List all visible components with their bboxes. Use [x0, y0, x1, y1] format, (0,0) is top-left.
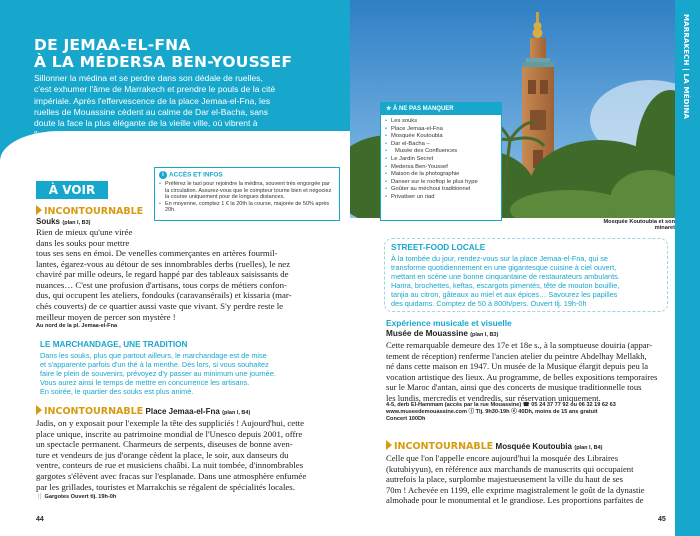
marchandage-title: LE MARCHANDAGE, UNE TRADITION — [40, 340, 188, 349]
list-item: • Les souks — [385, 118, 497, 126]
koutoubia-heading — [386, 440, 602, 454]
incontournable-badge: INCONTOURNABLE — [44, 406, 144, 417]
place-name: Musée de Mouassine — [386, 329, 468, 338]
star-icon: ★ — [386, 106, 394, 112]
photo-caption: Mosquée Koutoubia et son minaret — [603, 219, 675, 231]
list-item: • Le Jardin Secret — [385, 156, 497, 164]
street-food-box — [384, 238, 668, 312]
marchandage-text: Dans les souks, plus que partout ailleurs, le marchandage est de mise et s'apparente parfois d'un thé à la menthe. Dès lors, si vous souhaitez faire le plein de souvenirs, prévoyez d'y passer au minimum une journée. Vous aurez ainsi le temps de mettre en concurrence les artisans. En soirée, le quartier des souks est plus animé. — [40, 351, 276, 397]
list-item: • Maison de la photographie — [385, 171, 497, 179]
intro-paragraph: Sillonner la médina et se perdre dans son dédale de ruelles, c'est exhumer l'âme de Marrakech et prendre le pouls de la cité impériale. Après l'effervescence de la place Jemaa-el-Fna, les ruelles de Mouassine cèdent au calme de Dar el-Bacha, sans doute la face la plus élégante de la vieille ville, où vibrent à l'unisson antiquaires et brocanteurs. Ici, palais et musées s'égrènent au fil des venelles pavées. — [34, 73, 276, 151]
souks-text-narrow: Rien de mieux qu'une virée dans les souks pour mettre — [36, 227, 133, 248]
list-item: • Musée des Confluences — [385, 148, 497, 156]
acces-infos-box — [154, 167, 340, 221]
acces-item: • Préférez le taxi pour rejoindre la médina, souvent très engorgée par la circulation. Assurez-vous que le compteur tourne bien et négociez la course uniquement pour de longues distances. — [159, 181, 335, 201]
souks-text: tous ses sens en émoi. De venelles commerçantes en artères fourmil- lantes, égarez-vous au détour de ses innombrables derbs (ruelles), le nez chaviré par mille odeurs, le regard happé par des tableaux saisissants de nuances… C'est une profusion d'artisans, tous corps de métiers confon- dus, qui occupent les ateliers, fondouks (caravansérails) et kissaria (mar- chés couverts) de ce quartier aussi vaste que vivant. S'y perdre reste le meilleur moyen de percer son mystère ! — [36, 248, 292, 322]
gargotes-hours: 🍴 Gargotes Ouvert tlj. 19h-0h — [36, 494, 117, 500]
plan-ref: (plan I, B3) — [470, 332, 499, 338]
jemaa-heading — [36, 405, 250, 419]
list-item: • Mosquée Koutoubia — [385, 133, 497, 141]
plan-ref: (plan I, B4) — [574, 445, 603, 451]
arrow-icon — [36, 205, 42, 215]
experience-title: Expérience musicale et visuelle — [386, 318, 512, 328]
list-item: • Dar el-Bacha – — [385, 141, 497, 149]
page-number-right: 45 — [658, 516, 666, 523]
place-name: Souks — [36, 217, 61, 226]
chapter-tab — [675, 0, 700, 536]
fork-icon: 🍴 — [36, 494, 45, 500]
street-food-text: À la tombée du jour, rendez-vous sur la place Jemaa-el-Fna, qui se transforme quotidiennement en une gigantesque cuisine à ciel ouvert, mettant en scène une bonne cinquantaine de restaurateurs ambulants. Harira, brochettes, keftas, escargots pimentés, tête de mouton bouillie, tanjia au citron, gâteaux au miel et aux épices… Savourez les papilles des quidams. Comptez de 50 à 800h/pers. Ouvert tlj. 19h-0h — [391, 254, 620, 309]
list-item: • Privatiser un riad — [385, 194, 497, 202]
acces-title: ACCÈS ET INFOS — [169, 171, 223, 179]
chapter-tab-label: MARRAKECH | LA MÉDINA — [682, 14, 690, 120]
musee-text: Cette remarquable demeure des 17e et 18e s., à la somptueuse douiria (appar- tement de réception) renferme l'ancien atelier du peintre Abdelhay Mellakh, né dans cette maison en 1947. Un musée de la Musique élargit depuis peu la vocation artistique des lieux. Au programme, de belles expositions temporaires sur le Maroc d'antan, ainsi que des concerts de musique traditionnelle tous les lundis, mercredis et vendredis, sur réservation uniquement. — [386, 340, 658, 403]
incontournable-badge: INCONTOURNABLE — [394, 441, 494, 452]
list-item: • Place Jemaa-el-Fna — [385, 126, 497, 134]
ne-pas-manquer-title: À NE PAS MANQUER — [393, 106, 454, 112]
musee-contact: 4-5, derb El-Hammam (accès par la rue Mouassine) ☎ 05 24 37 77 92 ou 06 32 19 62 63 www.museedemouassine.com ⓘ Tlj. 9h30-19h ⓔ 40Dh, moins de 15 ans gratuit Concert 100Dh — [386, 402, 616, 422]
list-item: • Medersa Ben-Youssef — [385, 164, 497, 172]
incontournable-badge: INCONTOURNABLE — [44, 206, 144, 217]
street-food-title: STREET-FOOD LOCALE — [391, 243, 486, 252]
ne-pas-manquer-box — [380, 102, 502, 221]
plan-ref: (plan I, B4) — [222, 410, 251, 416]
list-item: • Danser sur le rooftop le plus hype — [385, 179, 497, 187]
place-name: Place Jemaa-el-Fna — [145, 407, 220, 416]
souks-location: Au nord de la pl. Jemaa-el-Fna — [36, 323, 118, 329]
page-title: DE JEMAA-EL-FNA À LA MÉDERSA BEN-YOUSSEF — [34, 36, 293, 71]
koutoubia-text: Celle que l'on l'appelle encore aujourd'hui la mosquée des Libraires (kutubiyyun), en référence aux marchands de manuscrits qui occupaient autrefois la place, surplombe majestueusement la ville du haut de ses 70m ! Achevée en 1199, elle exprime magistralement le goût de la dynastie almohade pour le monumental et le grandiose. Les proportions parfaites de — [386, 453, 645, 506]
right-page — [350, 0, 700, 536]
jemaa-text: Jadis, on y exposait pour l'exemple la tête des suppliciés ! Aujourd'hui, cette place unique, inscrite au patrimoine mondial de l'Unesco depuis 2001, offre un spectacle permanent. Charmeurs de serpents, diseuses de bonne aven- ture et vendeurs de jus d'orange cèdent la place, le soir, aux danseurs du ventre, conteurs de rue et musiciens chaâbi. La nuit tombée, d'innombrables gargotes s'élèvent avec fracas sur l'esplanade. Dans une atmosphère enfumée par les grillades, touristes et Marrakchis se régalent de spécialités locales. — [36, 418, 307, 492]
arrow-icon — [386, 440, 392, 450]
arrow-icon — [36, 405, 42, 415]
marchandage-box — [34, 336, 340, 396]
plan-ref: (plan I, B3) — [62, 220, 91, 226]
page-number-left: 44 — [36, 516, 44, 523]
place-name: Mosquée Koutoubia — [495, 442, 572, 451]
info-icon: i — [159, 171, 167, 179]
list-item: • Goûter au méchoui traditionnel — [385, 186, 497, 194]
acces-item: • En moyenne, comptez 1 € la 20th la course, majorée de 50% après 20h. — [159, 201, 335, 214]
section-label-a-voir: À VOIR — [36, 181, 108, 199]
musee-heading — [386, 329, 498, 338]
